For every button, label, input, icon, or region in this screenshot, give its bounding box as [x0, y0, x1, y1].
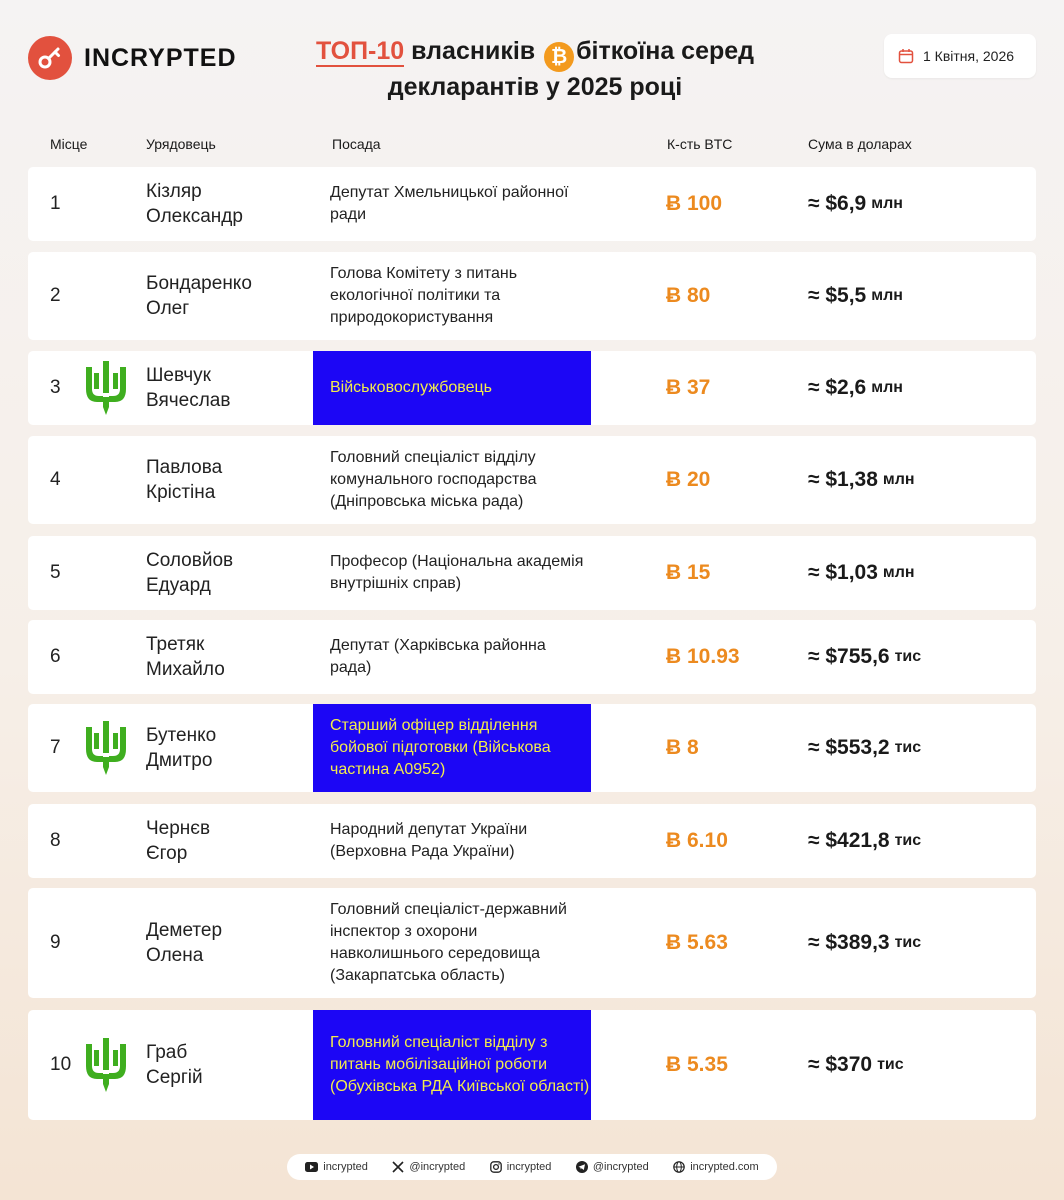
usd-amount-cell: [808, 888, 921, 998]
official-first-name: Третяк: [146, 634, 205, 655]
instagram-icon: [490, 1161, 502, 1173]
footer-youtube[interactable]: [305, 1161, 368, 1173]
position-cell: [313, 167, 591, 241]
position-cell: [313, 888, 591, 998]
position-text: Депутат (Харківська районна рада): [330, 637, 546, 676]
col-header-rank: Місце: [50, 136, 88, 152]
globe-icon: [673, 1161, 685, 1173]
position-text: Головний спеціаліст відділу з питань мобілізаційної роботи (Обухівська РДА Київської області): [330, 1034, 590, 1095]
position-cell: [313, 252, 591, 340]
official-last-name: Олег: [146, 298, 190, 319]
usd-unit: тис: [894, 648, 922, 665]
official-name-cell: [146, 167, 316, 241]
usd-unit: млн: [871, 287, 903, 304]
official-name-cell: [146, 1010, 316, 1120]
usd-amount-cell: [808, 704, 921, 792]
trident-icon: [78, 351, 134, 425]
col-header-btc: К-сть BTC: [667, 136, 733, 152]
date-text: 1 Квітня, 2026: [923, 48, 1015, 64]
col-header-usd: Сума в доларах: [808, 136, 912, 152]
table-row: [28, 436, 1036, 524]
usd-amount: ≈ $370: [808, 1053, 873, 1076]
footer-website[interactable]: [673, 1161, 758, 1173]
rank-cell: 7: [50, 737, 61, 758]
usd-unit: тис: [894, 934, 922, 951]
table-row: [28, 704, 1036, 792]
footer-x[interactable]: [392, 1161, 465, 1173]
table-row: [28, 804, 1036, 878]
usd-amount-cell: [808, 252, 903, 340]
official-last-name: Дмитро: [146, 750, 213, 771]
official-name-cell: [146, 804, 316, 878]
x-icon: [392, 1161, 404, 1173]
rank-cell: 8: [50, 830, 61, 851]
usd-unit: млн: [871, 195, 903, 212]
social-footer: [287, 1154, 777, 1180]
official-last-name: Сергій: [146, 1067, 203, 1088]
position-text: Народний депутат України (Верховна Рада України): [330, 821, 528, 860]
usd-amount: ≈ $421,8: [808, 829, 890, 852]
official-last-name: Едуард: [146, 575, 211, 596]
title-part2: біткоїна серед: [576, 37, 755, 65]
usd-amount: ≈ $1,03: [808, 561, 878, 584]
btc-amount: Ƀ 20: [666, 468, 711, 491]
table-row: [28, 252, 1036, 340]
footer-website-label: incrypted.com: [690, 1161, 759, 1173]
usd-amount-cell: [808, 620, 921, 694]
usd-amount-cell: [808, 436, 915, 524]
title-part1: власників: [411, 37, 536, 65]
rank-cell: 10: [50, 1054, 72, 1075]
btc-amount: Ƀ 37: [666, 376, 711, 399]
youtube-icon: [305, 1162, 318, 1172]
table-row: [28, 620, 1036, 694]
official-last-name: Єгор: [146, 843, 188, 864]
btc-amount: Ƀ 100: [666, 192, 723, 215]
telegram-icon: [576, 1161, 588, 1173]
calendar-icon: [898, 48, 914, 64]
footer-instagram[interactable]: [490, 1161, 552, 1173]
date-badge: [884, 34, 1036, 78]
usd-unit: млн: [871, 379, 903, 396]
page-title: [270, 36, 800, 103]
position-text: Професор (Національна академія внутрішніх справ): [330, 553, 584, 592]
official-name-cell: [146, 436, 316, 524]
btc-amount: Ƀ 10.93: [666, 645, 740, 668]
usd-unit: тис: [894, 739, 922, 756]
usd-amount: ≈ $1,38: [808, 468, 878, 491]
table-row: [28, 351, 1036, 425]
position-text: Старший офіцер відділення бойової підготовки (Військова частина А0952): [330, 717, 551, 778]
trident-icon: [78, 1010, 134, 1120]
bitcoin-icon: ₿: [544, 42, 574, 72]
official-last-name: Михайло: [146, 659, 225, 680]
trident-icon: [78, 704, 134, 792]
usd-amount: ≈ $389,3: [808, 931, 890, 954]
table-row: [28, 1010, 1036, 1120]
usd-amount: ≈ $755,6: [808, 645, 890, 668]
usd-amount: ≈ $553,2: [808, 736, 890, 759]
official-name-cell: [146, 704, 316, 792]
brand-name: INCRYPTED: [84, 43, 237, 72]
position-text: Головний спеціаліст-державний інспектор з охорони навколишнього середовища (Закарпатська область): [330, 901, 567, 984]
btc-amount: Ƀ 6.10: [666, 829, 728, 852]
official-first-name: Бондаренко: [146, 273, 252, 294]
position-text: Військовослужбовець: [330, 379, 492, 396]
title-highlight: ТОП-10: [315, 37, 405, 65]
rank-cell: 6: [50, 646, 61, 667]
official-first-name: Шевчук: [146, 365, 211, 386]
official-name-cell: [146, 351, 316, 425]
rank-cell: 2: [50, 285, 61, 306]
btc-amount: Ƀ 5.35: [666, 1053, 728, 1076]
official-last-name: Вячеслав: [146, 390, 231, 411]
rank-cell: 1: [50, 193, 61, 214]
usd-unit: тис: [877, 1056, 904, 1073]
usd-unit: млн: [882, 564, 915, 581]
position-cell: [313, 436, 591, 524]
usd-amount: ≈ $6,9: [808, 192, 867, 215]
official-last-name: Олександр: [146, 206, 243, 227]
usd-unit: млн: [882, 471, 915, 488]
footer-x-label: @incrypted: [409, 1161, 466, 1173]
official-first-name: Чернєв: [146, 818, 211, 839]
official-first-name: Соловйов: [146, 550, 234, 571]
position-cell: [313, 536, 591, 610]
position-cell: [313, 704, 591, 792]
position-cell: [313, 351, 591, 425]
usd-amount-cell: [808, 536, 915, 610]
official-first-name: Кізляр: [146, 181, 202, 202]
usd-amount: ≈ $2,6: [808, 376, 867, 399]
rank-cell: 5: [50, 562, 61, 583]
footer-instagram-label: incrypted: [506, 1161, 552, 1173]
position-cell: [313, 804, 591, 878]
official-name-cell: [146, 620, 316, 694]
brand-logo[interactable]: [28, 36, 237, 80]
usd-amount-cell: [808, 167, 903, 241]
btc-amount: Ƀ 5.63: [666, 931, 728, 954]
usd-amount-cell: [808, 1010, 904, 1120]
position-text: Головний спеціаліст відділу комунального господарства (Дніпровська міська рада): [330, 449, 537, 510]
key-icon: [28, 36, 72, 80]
usd-amount-cell: [808, 351, 903, 425]
btc-amount: Ƀ 8: [666, 736, 699, 759]
col-header-official: Урядовець: [146, 136, 216, 152]
btc-amount: Ƀ 80: [666, 284, 711, 307]
usd-amount: ≈ $5,5: [808, 284, 867, 307]
official-name-cell: [146, 888, 316, 998]
footer-youtube-label: incrypted: [323, 1161, 368, 1173]
rank-cell: 4: [50, 469, 61, 490]
col-header-position: Посада: [332, 136, 381, 152]
usd-unit: тис: [894, 832, 922, 849]
header: [0, 0, 1064, 130]
official-first-name: Павлова: [146, 457, 223, 478]
official-first-name: Граб: [146, 1042, 188, 1063]
title-line2: декларантів у 2025 році: [387, 73, 683, 101]
table-row: [28, 536, 1036, 610]
usd-amount-cell: [808, 804, 921, 878]
table-row: [28, 888, 1036, 998]
position-text: Депутат Хмельницької районної ради: [330, 184, 569, 223]
position-cell: [313, 620, 591, 694]
rank-cell: 9: [50, 932, 61, 953]
footer-telegram[interactable]: [576, 1161, 649, 1173]
official-last-name: Крістіна: [146, 482, 216, 503]
btc-amount: Ƀ 15: [666, 561, 711, 584]
official-first-name: Деметер: [146, 920, 223, 941]
position-cell: [313, 1010, 591, 1120]
position-text: Голова Комітету з питань екологічної політики та природокористування: [330, 265, 518, 326]
official-name-cell: [146, 252, 316, 340]
rank-cell: 3: [50, 377, 61, 398]
official-last-name: Олена: [146, 945, 204, 966]
official-name-cell: [146, 536, 316, 610]
footer-telegram-label: @incrypted: [592, 1161, 649, 1173]
official-first-name: Бутенко: [146, 725, 217, 746]
table-row: [28, 167, 1036, 241]
